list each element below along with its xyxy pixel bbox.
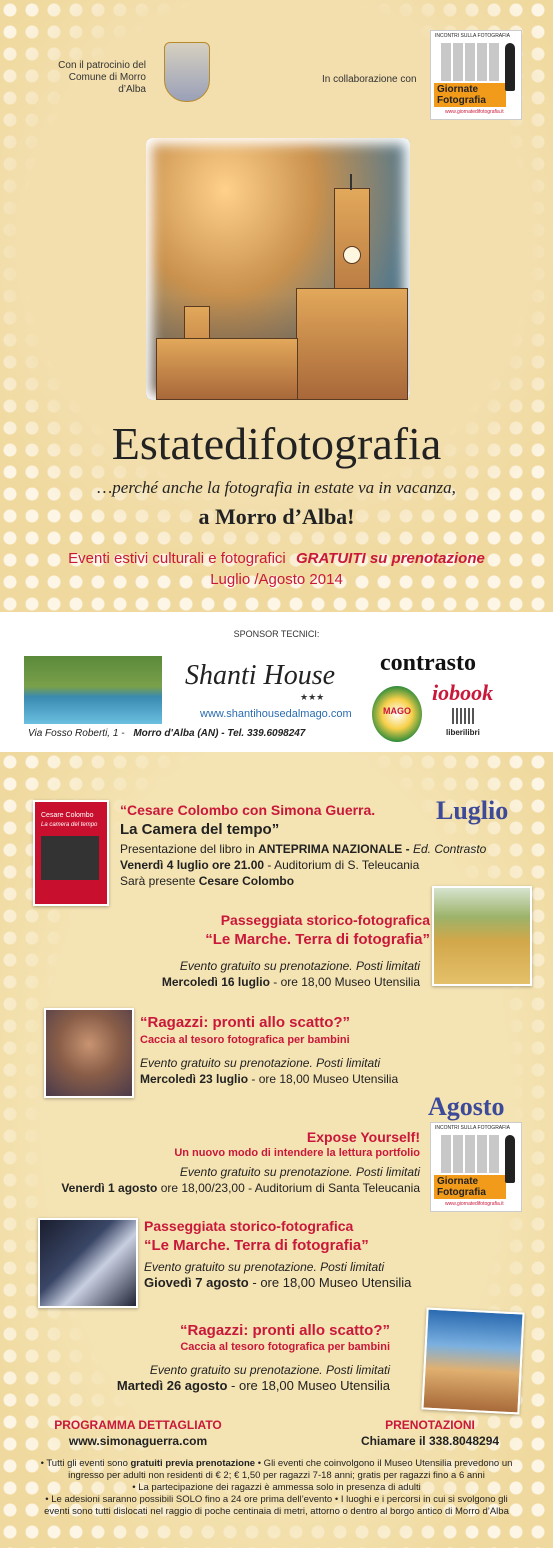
note-1a: • Tutti gli eventi sono	[40, 1458, 128, 1469]
contrasto-logo: contrasto	[380, 650, 476, 676]
sponsor-address	[28, 728, 305, 739]
program-label: PROGRAMMA DETTAGLIATO	[54, 1418, 222, 1432]
event-2-line-2	[100, 974, 420, 990]
collab-text: In collaborazione con	[322, 74, 417, 85]
gf-name-1: Giornate	[437, 84, 479, 95]
booking-label: PRENOTAZIONI	[385, 1418, 475, 1432]
event-5-l2-bold: Giovedì 7 agosto	[144, 1275, 249, 1290]
book-author: Cesare Colombo	[41, 812, 94, 819]
event-1-l1-plain: Presentazione del libro in	[120, 842, 255, 856]
main-title: Estatedifotografia	[111, 418, 442, 469]
hay-bales-photo	[432, 886, 532, 986]
hero-photo-town-hall	[146, 138, 410, 400]
booking-block	[350, 1418, 510, 1448]
clock-icon	[343, 246, 361, 264]
books-icon	[452, 708, 474, 724]
gf2-tagline: INCONTRI SULLA FOTOGRAFIA	[435, 1125, 510, 1131]
event-1-l1-it: Ed. Contrasto	[412, 842, 487, 856]
event-1-title-1: “Cesare Colombo con Simona Guerra.	[120, 802, 376, 818]
liberilibri-logo: liberilibri	[446, 728, 480, 737]
patronage-line-2: Comune di Morro d’Alba	[68, 72, 146, 95]
patronage-text	[50, 60, 146, 96]
subtitle-location: a Morro d’Alba!	[198, 504, 355, 529]
event-2	[130, 912, 430, 951]
mago-text: MAGO	[383, 706, 411, 716]
event-6-l2-bold: Martedì 26 agosto	[116, 1378, 228, 1393]
program-block	[48, 1418, 228, 1448]
gf-photo-grid-icon	[439, 43, 499, 81]
giornate-fotografia-logo-2	[430, 1122, 522, 1212]
event-1	[120, 802, 530, 889]
event-2-line-1: Evento gratuito su prenotazione. Posti limitati	[179, 959, 420, 973]
pool-photo	[24, 656, 162, 724]
event-1-line-1	[120, 841, 530, 857]
event-6-line-2	[90, 1378, 390, 1394]
event-5-title-1: Passeggiata storico-fotografica	[144, 1218, 354, 1234]
event-5	[144, 1218, 444, 1291]
shanti-url[interactable]: www.shantihousedalmago.com	[200, 708, 352, 720]
address-plain: Via Fosso Roberti, 1 -	[28, 728, 125, 739]
woman-silhouette-icon-2	[505, 1135, 515, 1183]
town-square-photo	[421, 1308, 524, 1415]
note-3: • La partecipazione dei ragazzi è ammessa solo in presenza di adulti	[132, 1482, 421, 1493]
events-line	[0, 550, 553, 567]
event-6-l2-plain: - ore 18,00 Museo Utensilia	[227, 1378, 390, 1393]
palazzo	[296, 288, 408, 400]
event-3-title-1: “Ragazzi: pronti allo scatto?”	[140, 1014, 351, 1031]
shanti-house-logo: Shanti House	[184, 660, 336, 691]
booking-phone: Chiamare il 338.8048294	[360, 1434, 500, 1448]
event-5-l2-plain: - ore 18,00 Museo Utensilia	[252, 1275, 412, 1290]
cloister-photo	[38, 1218, 138, 1308]
event-2-l2-plain: - ore 18,00 Museo Utensilia	[273, 975, 420, 989]
note-1c: • Gli eventi che coinvolgono il Museo Utensilia prevedono un	[255, 1458, 513, 1469]
note-1b: gratuiti previa prenotazione	[130, 1458, 256, 1469]
event-4-l2-plain: ore 18,00/23,00 - Auditorium di Santa Teleucania	[160, 1181, 420, 1195]
event-1-l1-bold: ANTEPRIMA NAZIONALE -	[258, 842, 410, 856]
footer-notes	[20, 1458, 533, 1518]
event-4-line-2	[30, 1180, 420, 1196]
book-photo	[41, 836, 99, 880]
iobook-logo: iobook	[432, 680, 494, 705]
month-july: Luglio	[436, 796, 509, 825]
events-line-bold: GRATUITI su prenotazione	[295, 550, 485, 567]
girl-camera-photo	[44, 1008, 134, 1098]
events-line-plain: Eventi estivi culturali e fotografici	[68, 550, 286, 567]
event-3-l2-plain: - ore 18,00 Museo Utensilia	[251, 1072, 399, 1086]
event-2-details	[100, 958, 420, 990]
municipal-crest-icon	[164, 42, 210, 102]
gf2-name-1: Giornate	[437, 1176, 479, 1187]
period: Luglio /Agosto 2014	[210, 571, 343, 588]
event-3	[140, 1014, 530, 1087]
event-5-line-2	[144, 1275, 444, 1291]
gf2-name	[437, 1176, 486, 1198]
gf-name	[437, 84, 486, 106]
note-4: • Le adesioni saranno possibili SOLO fino a 24 ore prima dell’evento • I luoghi e i percorsi in cui si svolgono gli	[45, 1494, 508, 1505]
patronage-line-1: Con il patrocinio del	[58, 60, 146, 71]
event-4-line-1: Evento gratuito su prenotazione. Posti limitati	[179, 1165, 420, 1179]
shanti-stars: ★★★	[300, 692, 325, 702]
cross-icon	[350, 174, 352, 190]
gf-tagline: INCONTRI SULLA FOTOGRAFIA	[435, 33, 510, 39]
event-2-title-2: “Le Marche. Terra di fotografia”	[205, 931, 430, 948]
event-4	[30, 1128, 420, 1196]
event-3-l2-bold: Mercoledì 23 luglio	[140, 1072, 249, 1086]
event-2-l2-bold: Mercoledì 16 luglio	[161, 975, 270, 989]
gf2-photo-grid-icon	[439, 1135, 499, 1173]
event-6-title-1: “Ragazzi: pronti allo scatto?”	[179, 1322, 390, 1339]
church	[156, 338, 298, 400]
event-3-line-2	[140, 1071, 530, 1087]
event-5-line-1: Evento gratuito su prenotazione. Posti limitati	[144, 1260, 385, 1274]
gf2-name-2: Fotografia	[437, 1187, 486, 1198]
event-2-title-1: Passeggiata storico-fotografica	[220, 912, 430, 928]
note-1	[20, 1458, 533, 1470]
event-3-title-2: Caccia al tesoro fotografica per bambini	[140, 1034, 350, 1046]
gf-url: www.giornatedifotografia.it	[445, 109, 504, 115]
book-title: La camera del tempo	[41, 822, 98, 828]
event-1-l2-bold: Venerdì 4 luglio ore 21.00	[120, 858, 265, 872]
event-6	[90, 1322, 390, 1394]
event-4-title-1: Expose Yourself!	[306, 1129, 420, 1145]
gf2-url: www.giornatedifotografia.it	[445, 1201, 504, 1207]
event-6-line-1: Evento gratuito su prenotazione. Posti limitati	[149, 1363, 390, 1377]
woman-silhouette-icon	[505, 43, 515, 91]
event-1-title-2: La Camera del tempo”	[120, 821, 280, 838]
event-5-title-2: “Le Marche. Terra di fotografia”	[144, 1237, 369, 1254]
month-august: Agosto	[428, 1092, 505, 1121]
note-2: ingresso per adulti non residenti di € 2; € 1,50 per ragazzi 7-18 anni; gratis per ragazzi fino a 6 anni	[68, 1470, 485, 1481]
subtitle: …perché anche la fotografia in estate va in vacanza,	[97, 478, 456, 497]
program-url[interactable]: www.simonaguerra.com	[68, 1434, 208, 1448]
gf-name-2: Fotografia	[437, 95, 486, 106]
event-4-l2-bold: Venerdì 1 agosto	[61, 1181, 158, 1195]
note-5: eventi sono tutti dislocati nel raggio di poche centinaia di metri, attorno o dentro al borgo antico di Morro d’Alba	[44, 1506, 509, 1517]
event-3-line-1: Evento gratuito su prenotazione. Posti limitati	[140, 1056, 381, 1070]
sponsor-label: SPONSOR TECNICI:	[233, 629, 320, 639]
event-6-title-2: Caccia al tesoro fotografica per bambini	[180, 1341, 390, 1353]
mago-logo	[372, 686, 422, 742]
giornate-fotografia-logo	[430, 30, 522, 120]
book-cover	[33, 800, 109, 906]
event-4-title-2: Un nuovo modo di intendere la lettura portfolio	[174, 1147, 420, 1159]
event-1-l3-bold: Cesare Colombo	[198, 874, 295, 888]
event-1-l2-plain: - Auditorium di S. Teleucania	[267, 858, 420, 872]
address-bold: Morro d'Alba (AN) - Tel. 339.6098247	[133, 728, 306, 739]
event-1-line-2	[120, 857, 530, 873]
event-1-l3-plain: Sarà presente	[120, 874, 196, 888]
